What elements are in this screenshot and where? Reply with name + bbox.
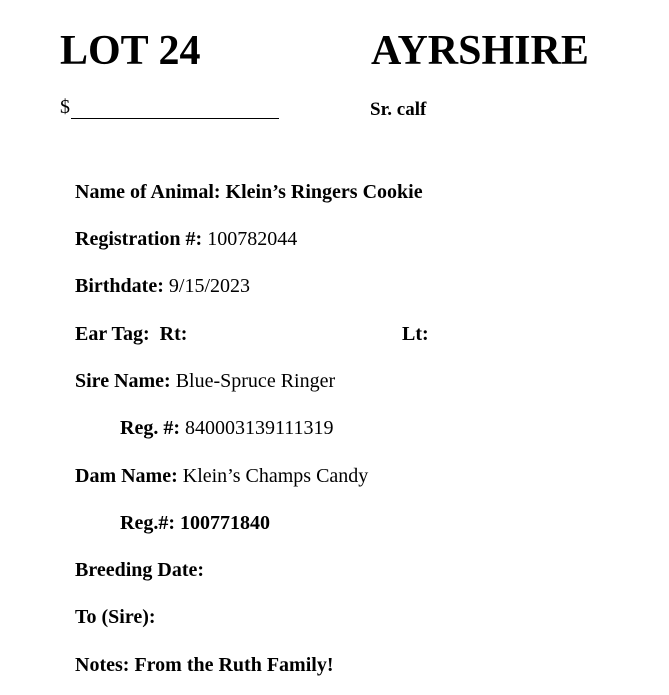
registration-value: 100782044: [207, 228, 298, 250]
dam-reg-label: Reg.#:: [120, 512, 175, 534]
name-of-animal-value: Klein’s Ringers Cookie: [225, 181, 423, 203]
notes-row: [75, 653, 334, 677]
ear-tag-row: [75, 322, 187, 346]
dam-name-label: Dam Name:: [75, 465, 178, 487]
notes-label: Notes:: [75, 654, 130, 676]
sire-reg-value: 840003139111319: [184, 417, 334, 439]
dollar-sign: $: [60, 96, 70, 118]
name-of-animal-row: [75, 180, 423, 204]
sire-name-row: [75, 369, 335, 393]
sire-name-label: Sire Name:: [75, 370, 171, 392]
birthdate-row: [75, 274, 250, 298]
dam-name-row: [75, 464, 368, 488]
breeding-date-label: Breeding Date:: [75, 559, 205, 581]
ear-tag-label: Ear Tag:: [75, 323, 150, 345]
breed-title: AYRSHIRE: [371, 28, 589, 74]
dam-name-value: Klein’s Champs Candy: [182, 465, 369, 487]
name-of-animal-label: Name of Animal:: [75, 181, 221, 203]
price-blank-line: [71, 98, 279, 119]
breeding-date-row: [75, 558, 204, 582]
registration-label: Registration #:: [75, 228, 203, 250]
birthdate-label: Birthdate:: [75, 275, 164, 297]
dam-reg-row: [120, 511, 270, 535]
to-sire-label: To (Sire):: [75, 606, 156, 628]
sire-reg-row: [120, 416, 334, 440]
class-label: Sr. calf: [370, 99, 427, 120]
lot-number: LOT 24: [60, 28, 201, 74]
price-field: [60, 95, 279, 119]
ear-tag-lt-label: Lt:: [402, 323, 429, 345]
birthdate-value: 9/15/2023: [168, 275, 251, 297]
sire-reg-label: Reg. #:: [120, 417, 180, 439]
sire-name-value: Blue-Spruce Ringer: [175, 370, 336, 392]
ear-tag-rt-label: Rt:: [159, 323, 188, 345]
dam-reg-value: 100771840: [179, 512, 270, 534]
to-sire-row: [75, 605, 156, 629]
registration-row: [75, 227, 297, 251]
notes-value: From the Ruth Family!: [134, 654, 334, 676]
